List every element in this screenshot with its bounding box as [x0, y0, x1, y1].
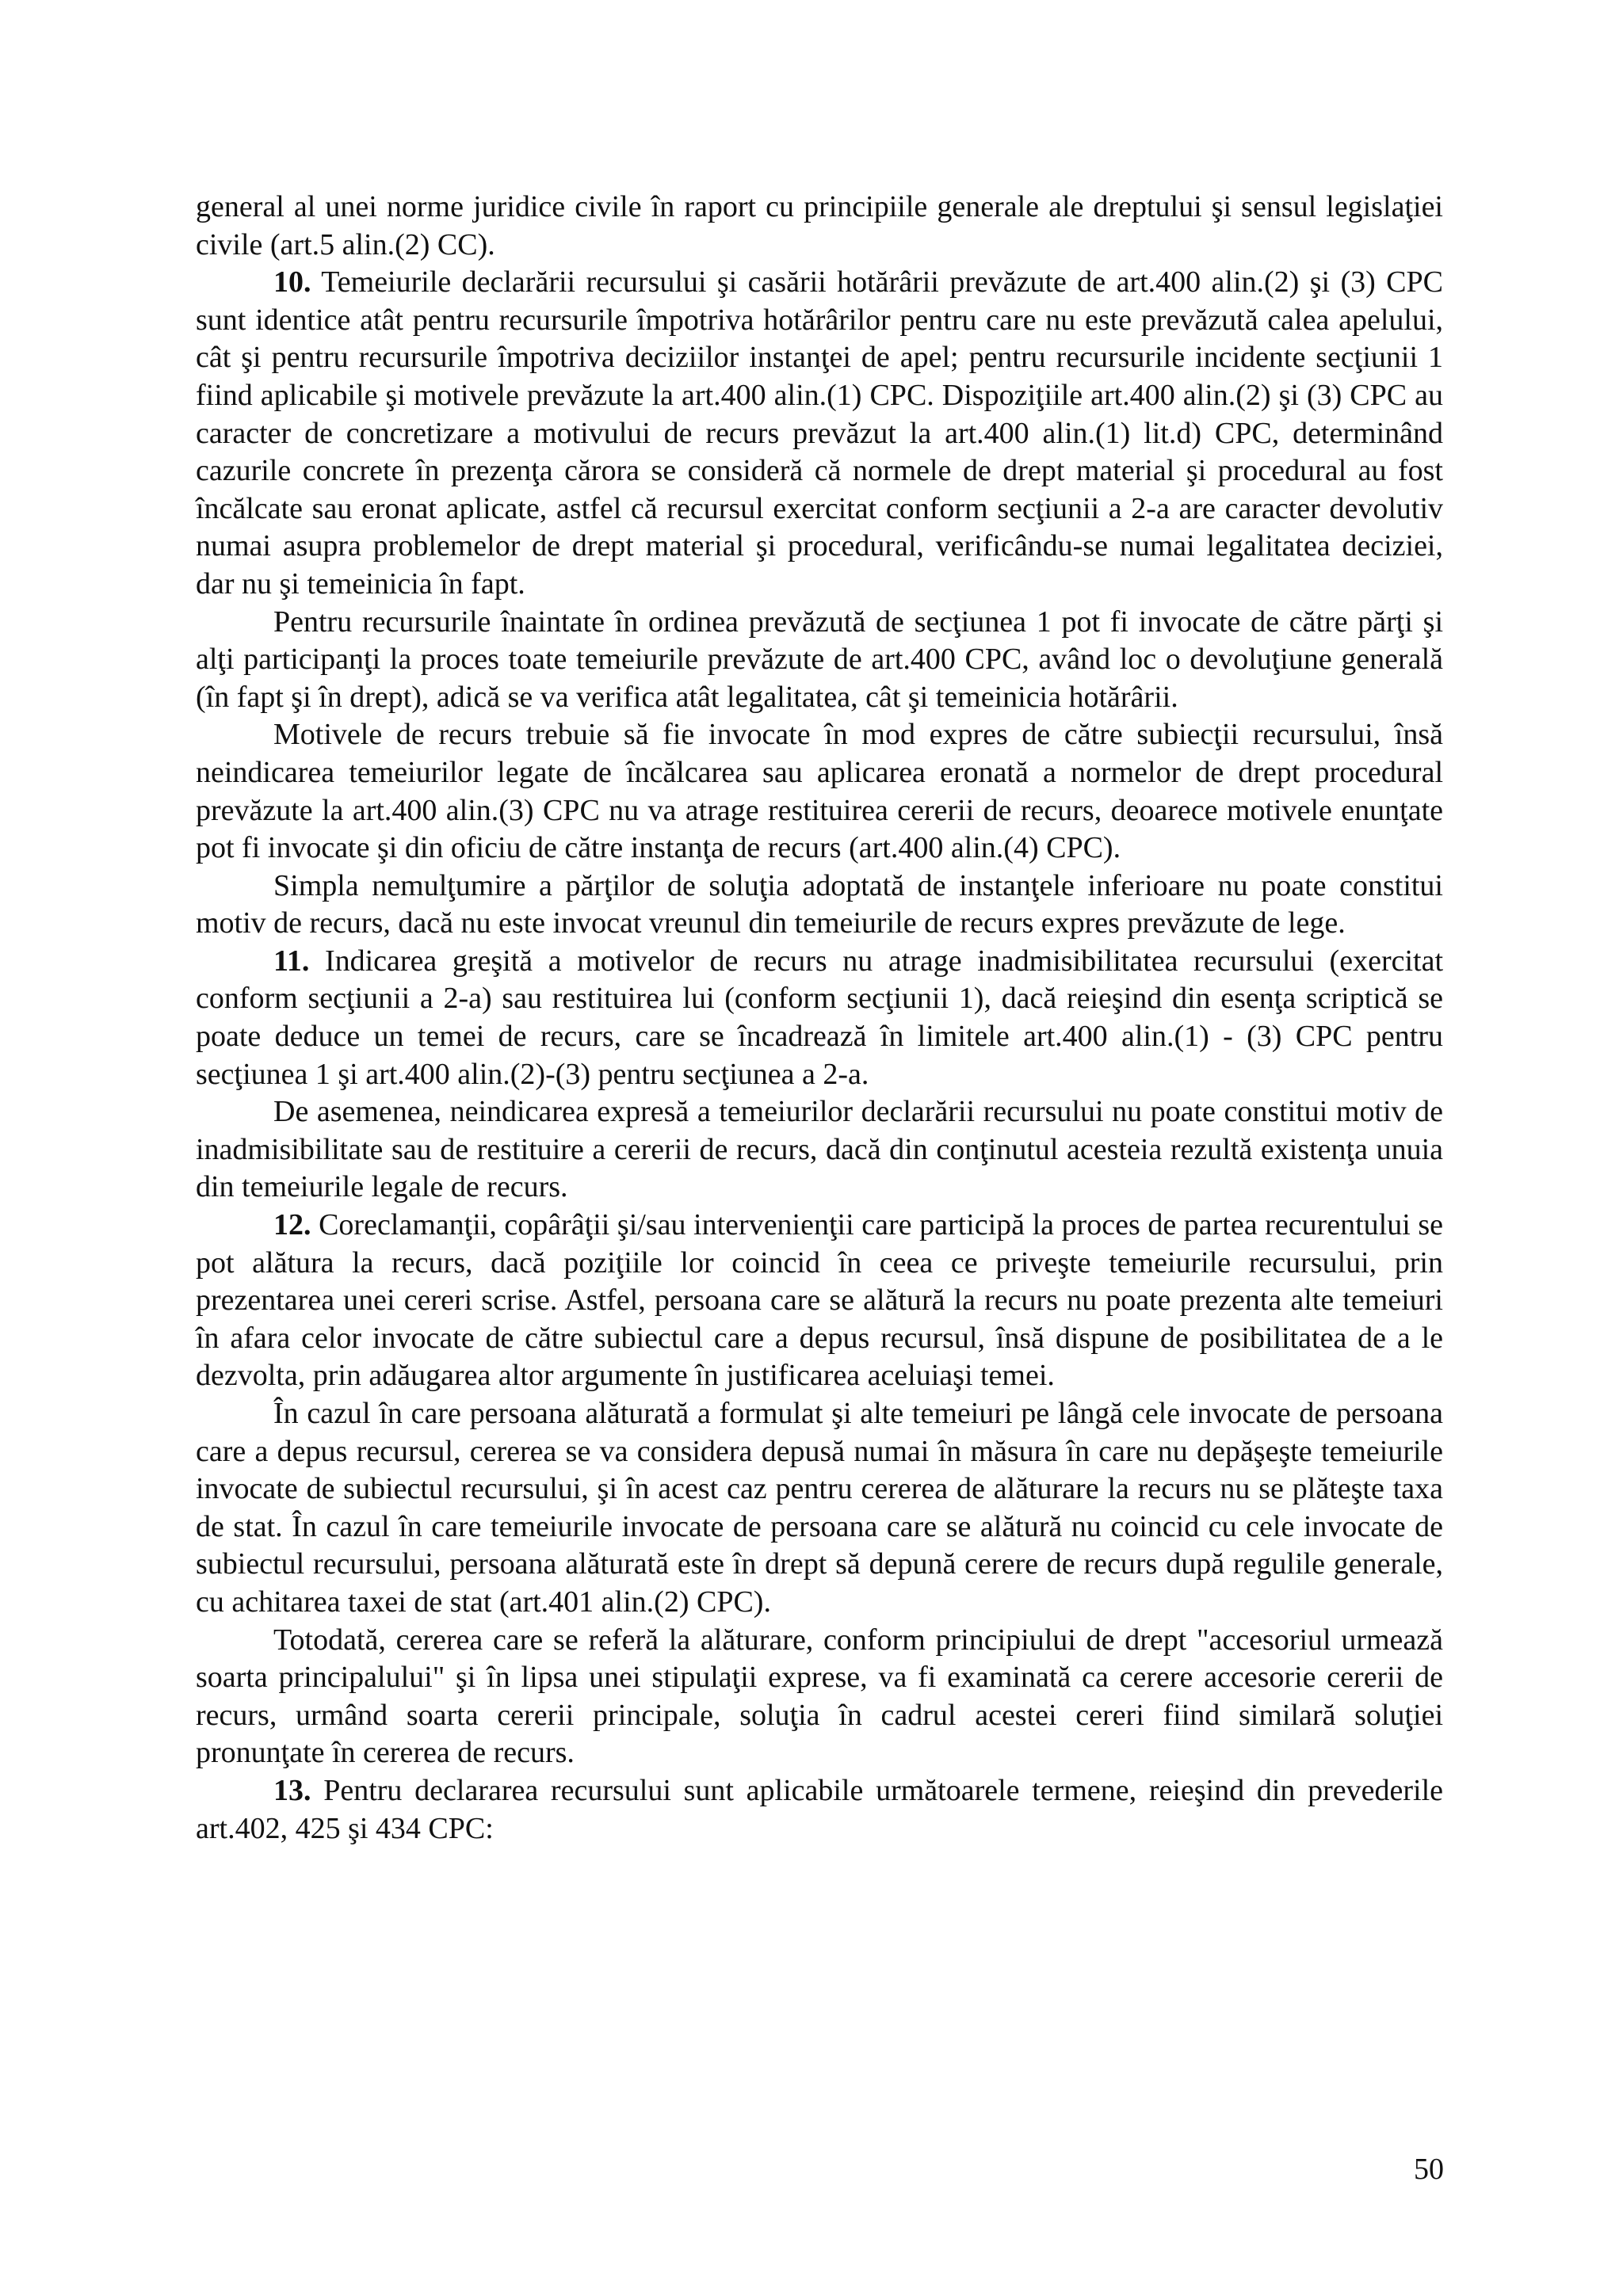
paragraph-text: Indicarea greşită a motivelor de recurs nu atrage inadmisibilitatea recursului (exercitat conform secţiunii a 2-a) sau restituirea lui (conform secţiunii 1), dacă reieşind din esenţa scriptică se poate deduce un temei de recurs, care se încadrează în limitele art.400 alin.(1) - (3) CPC pentru secţiunea 1 şi art.400 alin.(2)-(3) pentru secţiunea a 2-a.: [196, 944, 1443, 1091]
paragraph: [196, 868, 1443, 943]
paragraph: [196, 1093, 1443, 1207]
paragraph: [196, 604, 1443, 717]
paragraph-text: Coreclamanţii, copârâţii şi/sau intervenienţii care participă la proces de partea recurentului se pot alătura la recurs, dacă poziţiile lor coincid în ceea ce priveşte temeiurile recursului, prin prezentarea unei cereri scrise. Astfel, persoana care se alătură la recurs nu poate prezenta alte temeiuri în afara celor invocate de către subiectul care a depus recursul, însă dispune de posibilitatea de a le dezvolta, prin adăugarea altor argumente în justificarea aceluiaşi temei.: [196, 1208, 1443, 1393]
document-body: [196, 189, 1443, 1848]
paragraph: [196, 716, 1443, 867]
paragraph-text: Temeiurile declarării recursului şi casării hotărârii prevăzute de art.400 alin.(2) şi (3) CPC sunt identice atât pentru recursurile împotriva hotărârilor pentru care nu este prevăzută calea apelului, cât şi pentru recursurile împotriva deciziilor instanţei de apel; pentru recursurile incidente secţiunii 1 fiind aplicabile şi motivele prevăzute la art.400 alin.(1) CPC. Dispoziţiile art.400 alin.(2) şi (3) CPC au caracter de concretizare a motivului de recurs prevăzut la art.400 alin.(1) lit.d) CPC, determinând cazurile concrete în prezenţa cărora se consideră că normele de drept material şi procedural au fost încălcate sau eronat aplicate, astfel că recursul exercitat conform secţiunii a 2-a are caracter devolutiv numai asupra problemelor de drept material şi procedural, verificându-se numai legalitatea deciziei, dar nu şi temeinicia în fapt.: [196, 265, 1443, 601]
paragraph-text: De asemenea, neindicarea expresă a temeiurilor declarării recursului nu poate constitui motiv de inadmisibilitate sau de restituire a cererii de recurs, dacă din conţinutul acesteia rezultă existenţa unuia din temeiurile legale de recurs.: [196, 1095, 1443, 1204]
paragraph-number: 13.: [273, 1773, 311, 1807]
paragraph-number: 11.: [273, 944, 310, 978]
paragraph-number: 12.: [273, 1208, 311, 1242]
paragraph: [196, 1395, 1443, 1622]
paragraph-text: În cazul în care persoana alăturată a formulat şi alte temeiuri pe lângă cele invocate de persoana care a depus recursul, cererea se va considera depusă numai în măsura în care nu depăşeşte temeiurile invocate de subiectul recursului, şi în acest caz pentru cererea de alăturare la recurs nu se plăteşte taxa de stat. În cazul în care temeiurile invocate de persoana care se alătură nu coincid cu cele invocate de subiectul recursului, persoana alăturată este în drept să depună cerere de recurs după regulile generale, cu achitarea taxei de stat (art.401 alin.(2) CPC).: [196, 1397, 1443, 1619]
paragraph-text: Simpla nemulţumire a părţilor de soluţia adoptată de instanţele inferioare nu poate constitui motiv de recurs, dacă nu este invocat vreunul din temeiurile de recurs expres prevăzute de lege.: [196, 868, 1443, 940]
paragraph: [196, 943, 1443, 1093]
paragraph: [196, 264, 1443, 603]
paragraph-text: Pentru recursurile înaintate în ordinea prevăzută de secţiunea 1 pot fi invocate de către părţi şi alţi participanţi la proces toate temeiurile prevăzute de art.400 CPC, având loc o devoluţiune generală (în fapt şi în drept), adică se va verifica atât legalitatea, cât şi temeinicia hotărârii.: [196, 605, 1443, 714]
paragraph: [196, 189, 1443, 264]
page-number: 50: [1414, 2153, 1444, 2186]
paragraph-text: general al unei norme juridice civile în raport cu principiile generale ale dreptului şi sensul legislaţiei civile (art.5 alin.(2) CC).: [196, 190, 1443, 261]
paragraph-text: Totodată, cererea care se referă la alăturare, conform principiului de drept "accesoriul urmează soarta principalului" şi în lipsa unei stipulaţii exprese, va fi examinată ca cerere accesorie cererii de recurs, urmând soarta cererii principale, soluţia în cadrul acestei cereri fiind similară soluţiei pronunţate în cererea de recurs.: [196, 1623, 1443, 1770]
paragraph: [196, 1207, 1443, 1395]
paragraph: [196, 1622, 1443, 1772]
paragraph-text: Motivele de recurs trebuie să fie invocate în mod expres de către subiecţii recursului, însă neindicarea temeiurilor legate de încălcarea sau aplicarea eronată a normelor de drept procedural prevăzute la art.400 alin.(3) CPC nu va atrage restituirea cererii de recurs, deoarece motivele enunţate pot fi invocate şi din oficiu de către instanţa de recurs (art.400 alin.(4) CPC).: [196, 718, 1443, 865]
paragraph-number: 10.: [273, 265, 311, 299]
paragraph-text: Pentru declararea recursului sunt aplicabile următoarele termene, reieşind din prevederile art.402, 425 şi 434 CPC:: [196, 1773, 1443, 1845]
paragraph: [196, 1772, 1443, 1848]
